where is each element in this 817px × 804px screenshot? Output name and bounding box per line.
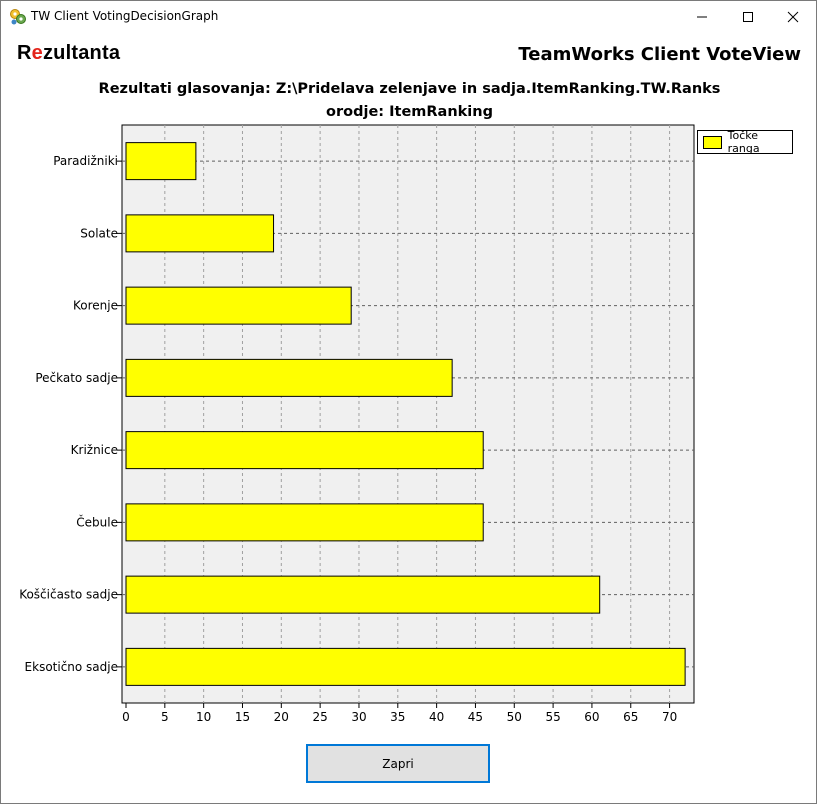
legend-swatch xyxy=(703,136,722,149)
x-tick-label: 40 xyxy=(428,710,445,724)
category-label: Čebule xyxy=(76,515,118,530)
bar xyxy=(126,359,452,396)
legend-label: Točke ranga xyxy=(727,129,760,155)
x-tick-label: 45 xyxy=(467,710,484,724)
chart-legend xyxy=(697,130,793,154)
x-tick-label: 10 xyxy=(196,710,212,724)
category-label: Koščičasto sadje xyxy=(19,587,118,602)
bar xyxy=(126,143,196,180)
x-tick-label: 5 xyxy=(161,710,169,724)
bar xyxy=(126,287,351,324)
x-tick-label: 55 xyxy=(545,710,561,724)
x-tick-label: 50 xyxy=(506,710,522,724)
brand-logo: Rezultanta xyxy=(17,42,121,64)
plot-area xyxy=(122,125,694,703)
chart-subtitle: orodje: ItemRanking xyxy=(326,104,493,120)
app-title: TeamWorks Client VoteView xyxy=(518,44,801,65)
bar xyxy=(126,504,483,541)
x-tick-label: 20 xyxy=(273,710,289,724)
window-title: TW Client VotingDecisionGraph xyxy=(31,9,219,23)
x-tick-label: 35 xyxy=(390,710,406,724)
x-tick-label: 70 xyxy=(661,710,678,724)
bar xyxy=(126,648,685,685)
x-tick-label: 0 xyxy=(122,710,130,724)
x-tick-label: 25 xyxy=(312,710,328,724)
x-tick-label: 30 xyxy=(351,710,367,724)
chart-title: Rezultati glasovanja: Z:\Pridelava zelenjave in sadja.ItemRanking.TW.Ranks xyxy=(98,81,721,97)
bar xyxy=(126,432,483,469)
category-label: Križnice xyxy=(70,443,118,458)
x-tick-label: 60 xyxy=(584,710,600,724)
category-label: Pečkato sadje xyxy=(35,370,118,385)
x-tick-label: 65 xyxy=(623,710,639,724)
close-button[interactable]: Zapri xyxy=(306,744,490,783)
category-label: Paradižniki xyxy=(53,154,118,169)
bar xyxy=(126,215,274,252)
bar xyxy=(126,576,600,613)
category-label: Solate xyxy=(80,226,118,241)
x-tick-label: 15 xyxy=(234,710,251,724)
category-label: Eksotično sadje xyxy=(24,659,118,674)
category-label: Korenje xyxy=(73,298,118,313)
